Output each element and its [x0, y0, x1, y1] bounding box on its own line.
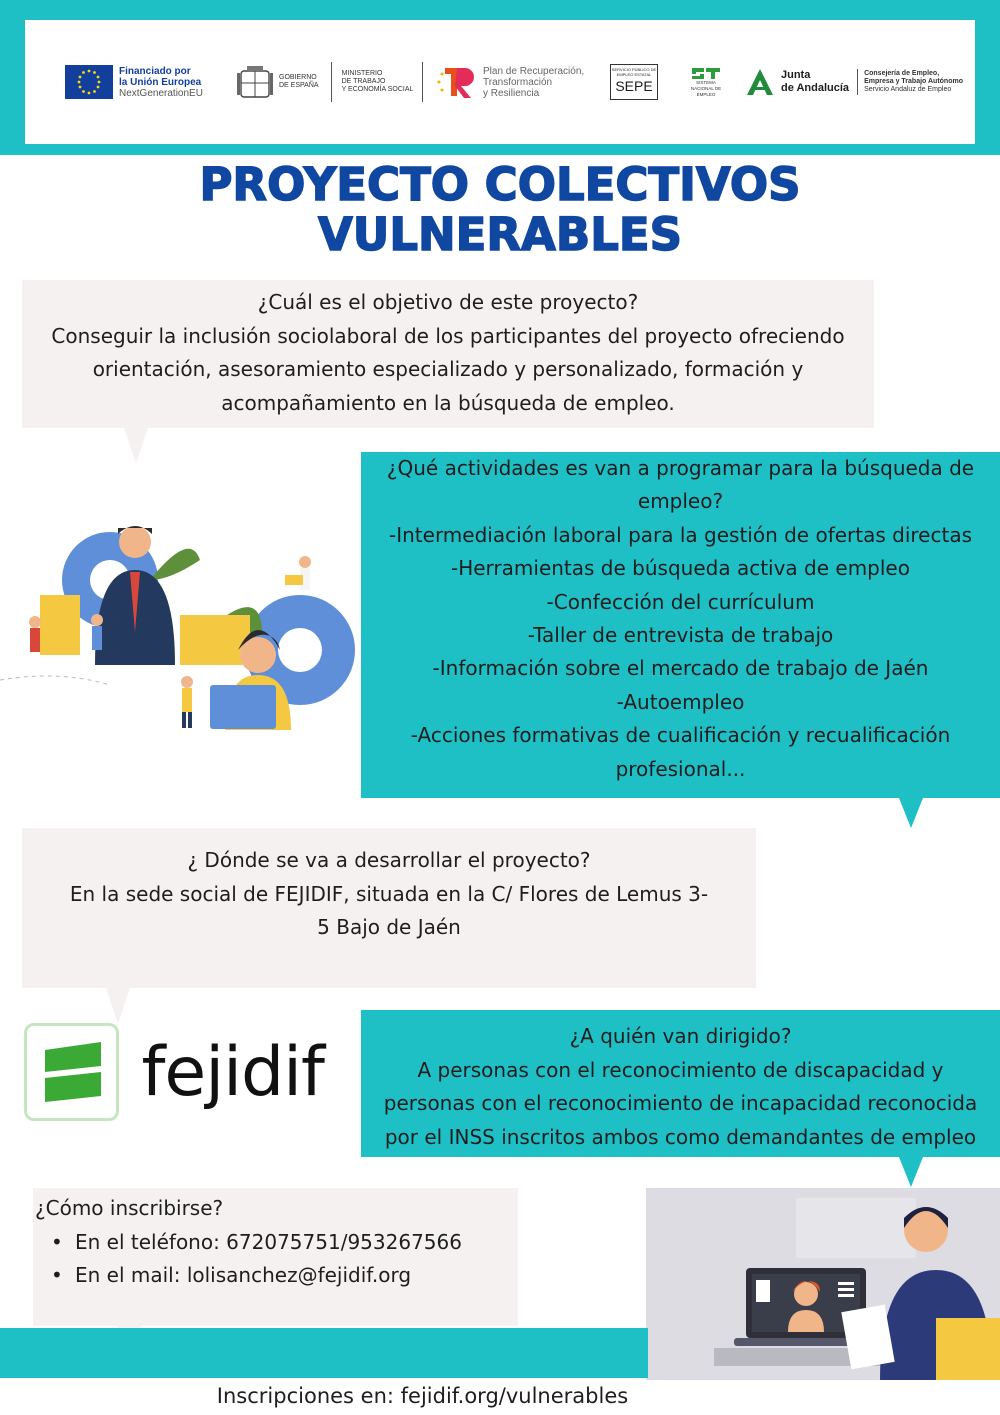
audience-line-1: A personas con el reconocimiento de discapacidad y: [417, 1057, 944, 1082]
page-title: [0, 160, 1000, 260]
activity-item: -Confección del currículum: [546, 589, 815, 614]
title-line-2: VULNERABLES: [317, 208, 683, 261]
signup-list: [35, 1226, 518, 1293]
junta-a-icon: [745, 67, 775, 97]
activities-question-1: ¿Qué actividades es van a programar para la búsqueda de: [386, 456, 975, 480]
activity-item: -Intermediación laboral para la gestión de ofertas directas: [389, 522, 972, 547]
eu-text-3: NextGenerationEU: [119, 87, 203, 99]
tr-logo-icon: [435, 62, 477, 102]
coat-of-arms-icon: [237, 63, 273, 101]
plan-text-3: y Resiliencia: [483, 87, 540, 99]
video-interview-illustration: [646, 1188, 1000, 1380]
gobierno-logo: [237, 20, 413, 144]
eu-text-1: Financiado por: [119, 65, 191, 77]
junta-text-1: Junta: [781, 69, 811, 81]
sne-text: SISTEMA NACIONAL DE EMPLEO: [690, 80, 722, 97]
location-line-2: 5 Bajo de Jaén: [317, 915, 461, 939]
speech-tail: [124, 428, 148, 464]
junta-text-2: de Andalucía: [781, 82, 850, 94]
objective-box: [22, 280, 874, 428]
activity-item: -Información sobre el mercado de trabajo de Jaén: [432, 656, 929, 681]
eu-logo: [65, 20, 203, 144]
cons-text-3: Servicio Andaluz de Empleo: [864, 86, 952, 93]
title-line-1: PROYECTO COLECTIVOS: [199, 158, 801, 211]
speech-tail: [899, 1157, 923, 1187]
objective-line-1: Conseguir la inclusión sociolaboral de los participantes del proyecto ofreciendo: [51, 323, 845, 348]
location-line-1: En la sede social de FEJIDIF, situada en la C/ Flores de Lemus 3-: [69, 881, 709, 906]
signup-phone: • En el teléfono: 672075751/953267566: [75, 1226, 518, 1260]
audience-line-3: por el INSS inscritos ambos como demandantes de empleo: [384, 1124, 977, 1149]
junta-logo: [745, 20, 963, 144]
activity-item: -Taller de entrevista de trabajo: [527, 623, 834, 648]
sne-logo: [690, 20, 722, 144]
gob-text-1: GOBIERNO: [279, 74, 317, 81]
sepe-logo: [610, 20, 658, 144]
sepe-text: SEPE: [615, 78, 653, 94]
sne-mark-icon: [690, 66, 722, 80]
cons-text-2: Empresa y Trabajo Autónomo: [864, 78, 963, 85]
objective-line-2: orientación, asesoramiento especializado y personalizado, formación y: [92, 357, 804, 381]
fejidif-mark-icon: [24, 1023, 119, 1121]
objective-question: ¿Cuál es el objetivo de este proyecto?: [257, 290, 639, 314]
min-text-3: Y ECONOMÍA SOCIAL: [341, 86, 414, 93]
fejidif-logo: [24, 1022, 324, 1122]
footer-band: [0, 1328, 648, 1378]
footer-text[interactable]: Inscripciones en: fejidif.org/vulnerables: [216, 1384, 629, 1408]
office-team-illustration: [0, 520, 361, 742]
location-box: [22, 828, 756, 988]
gob-text-2: DE ESPAÑA: [279, 82, 319, 89]
audience-line-2: personas con el reconocimiento de incapacidad reconocida: [383, 1091, 978, 1115]
eu-text-2: la Unión Europea: [119, 76, 202, 88]
audience-question: ¿A quién van dirigido?: [569, 1024, 792, 1048]
plan-text-2: Transformación: [483, 76, 553, 88]
logo-bar: [25, 20, 975, 144]
signup-question: ¿Cómo inscribirse?: [35, 1196, 224, 1220]
eu-flag-icon: [65, 65, 113, 99]
speech-tail: [899, 798, 923, 828]
speech-tail: [106, 988, 130, 1024]
activities-question-2: empleo?: [637, 489, 724, 514]
activities-box: [361, 452, 1000, 798]
signup-box: [33, 1188, 518, 1326]
plan-text-1: Plan de Recuperación,: [483, 65, 585, 77]
audience-box: [361, 1010, 1000, 1157]
location-question: ¿ Dónde se va a desarrollar el proyecto?: [187, 848, 591, 872]
signup-mail[interactable]: • En el mail: lolisanchez@fejidif.org: [75, 1259, 518, 1293]
min-text-2: DE TRABAJO: [341, 78, 386, 85]
activity-item: -Herramientas de búsqueda activa de empleo: [451, 556, 910, 581]
objective-line-3: acompañamiento en la búsqueda de empleo.: [221, 390, 675, 415]
activity-item: -Acciones formativas de cualificación y recualificación: [410, 723, 951, 748]
activity-item: -Autoempleo: [616, 689, 745, 714]
activity-item: profesional...: [615, 756, 746, 781]
cons-text-1: Consejería de Empleo,: [864, 70, 940, 77]
fejidif-wordmark: fejidif: [141, 1032, 324, 1112]
sepe-top-text: SERVICIO PÚBLICO DE EMPLEO ESTATAL: [611, 67, 657, 77]
min-text-1: MINISTERIO: [341, 70, 383, 77]
plan-recuperacion-logo: [435, 20, 584, 144]
